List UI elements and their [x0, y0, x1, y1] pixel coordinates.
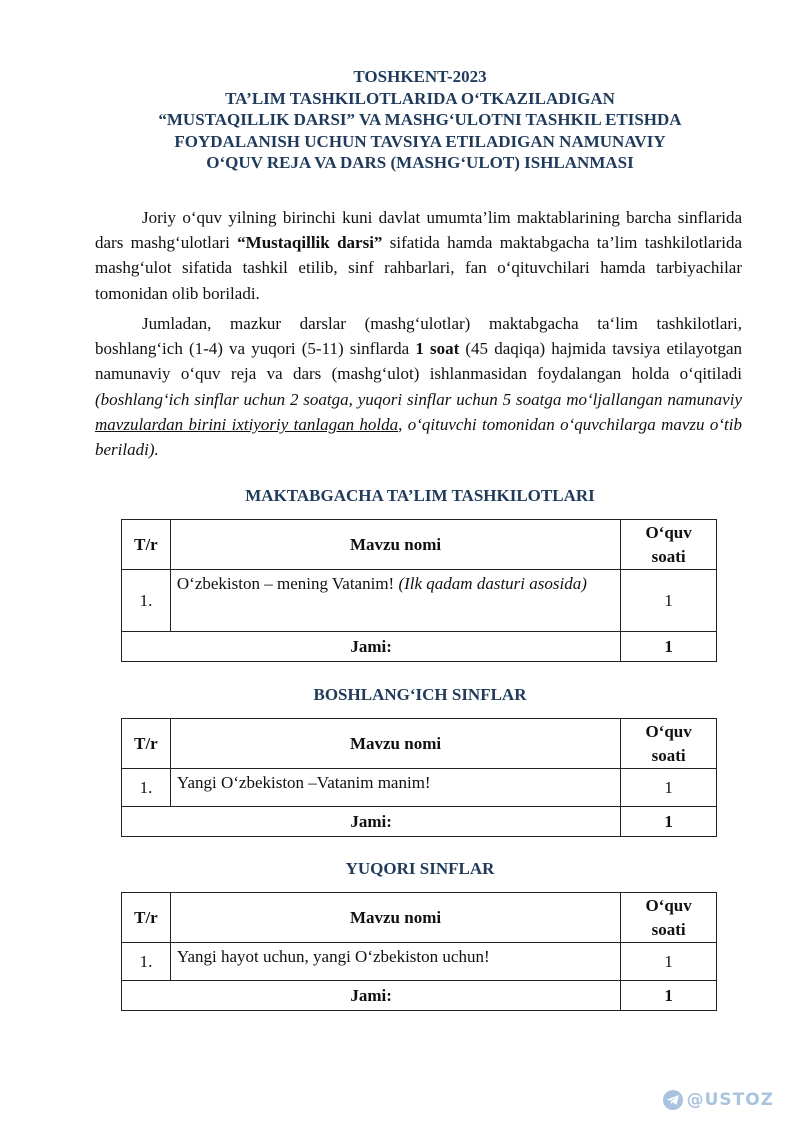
header-hours-line2: soati: [651, 546, 686, 566]
header-hours: [621, 893, 717, 943]
row-hours: 1: [621, 943, 717, 981]
row-topic: [170, 943, 620, 981]
header-topic: Mavzu nomi: [170, 893, 620, 943]
row-hours: 1: [621, 769, 717, 807]
total-label: Jami:: [122, 981, 621, 1011]
total-value: 1: [621, 632, 717, 662]
header-topic: Mavzu nomi: [170, 719, 620, 769]
details-italic-1: (boshlang‘ich sinflar uchun 2 soatga, yuqori sinflar uchun 5 soatga mo‘ljallangan namunaviy: [95, 389, 742, 409]
table-row: [122, 943, 717, 981]
document-title: [80, 66, 760, 174]
intro-paragraph: [95, 205, 742, 306]
title-line-1: TOSHKENT-2023: [353, 67, 487, 86]
row-num: 1.: [122, 570, 171, 632]
table-row: [122, 570, 717, 632]
section-title-preschool: MAKTABGACHA TA’LIM TASHKILOTLARI: [245, 486, 595, 505]
header-hours-line2: soati: [651, 745, 686, 765]
header-hours-line1: O‘quv: [645, 522, 692, 542]
details-bold-hours: 1 soat: [415, 339, 460, 359]
row-topic-text: O‘zbekiston – mening Vatanim!: [176, 574, 399, 593]
table-row: [122, 769, 717, 807]
row-topic-italic: (Ilk qadam dasturi asosida): [398, 574, 587, 593]
total-row: [122, 981, 717, 1011]
section-title-primary: BOSHLANG‘ICH SINFLAR: [313, 685, 527, 704]
upper-table: [121, 892, 717, 1011]
header-hours: [621, 719, 717, 769]
row-num: 1.: [122, 943, 171, 981]
row-topic-text: Yangi hayot uchun, yangi O‘zbekiston uchun!: [176, 947, 490, 966]
row-num: 1.: [122, 769, 171, 807]
title-line-2: TA’LIM TASHKILOTLARIDA O‘TKAZILADIGAN: [225, 88, 615, 108]
header-num: T/r: [122, 520, 171, 570]
details-underlined: mavzulardan birini ixtiyoriy tanlagan holda: [95, 414, 399, 434]
title-line-3: “MUSTAQILLIK DARSI” VA MASHG‘ULOTNI TASHKIL ETISHDA: [158, 110, 682, 130]
watermark-text: @USTOZ: [686, 1090, 774, 1110]
header-hours-line1: O‘quv: [645, 721, 692, 741]
title-line-5: O‘QUV REJA VA DARS (MASHG‘ULOT) ISHLANMASI: [206, 153, 634, 173]
watermark: [663, 1090, 774, 1110]
total-label: Jami:: [122, 632, 621, 662]
details-text-1: Jumladan, mazkur darslar (mashg‘ulotlar) maktabgacha ta‘lim tashkilotlari, boshlang‘ich (1-4) va yuqori (5-11) sinflarda: [95, 314, 742, 359]
row-hours: 1: [621, 570, 717, 632]
header-topic: Mavzu nomi: [170, 520, 620, 570]
header-hours-line2: soati: [651, 919, 686, 939]
row-topic: [170, 570, 620, 632]
intro-bold-mustaqillik: “Mustaqillik darsi”: [237, 233, 383, 253]
row-topic-text: Yangi O‘zbekiston –Vatanim manim!: [176, 773, 431, 792]
intro-text-2: sifatida hamda maktabgacha ta’lim tashkilotlarida mashg‘ulot sifatida tashkil etilib, sinf rahbarlari, fan o‘qituvchilari hamda tarbiyachilar tomonidan olib boriladi.: [95, 233, 742, 303]
total-row: [122, 807, 717, 837]
row-topic: [170, 769, 620, 807]
details-paragraph: [95, 311, 742, 462]
header-hours: [621, 520, 717, 570]
details-text-2: (45 daqiqa) hajmida tavsiya etilayotgan namunaviy o‘quv reja va dars (mashg‘ulot) ishlanmasidan foydalangan holda o‘qitiladi: [95, 339, 743, 384]
preschool-table: [121, 519, 717, 662]
details-italic-2: , o‘qituvchi tomonidan o‘quvchilarga mavzu o‘tib beriladi).: [95, 414, 742, 460]
header-hours-line1: O‘quv: [645, 895, 692, 915]
total-value: 1: [621, 807, 717, 837]
primary-table: [121, 718, 717, 837]
telegram-icon: [663, 1090, 683, 1110]
section-title-upper: YUQORI SINFLAR: [345, 859, 495, 878]
header-num: T/r: [122, 719, 171, 769]
title-line-4: FOYDALANISH UCHUN TAVSIYA ETILADIGAN NAMUNAVIY: [174, 131, 666, 151]
header-num: T/r: [122, 893, 171, 943]
total-label: Jami:: [122, 807, 621, 837]
total-row: [122, 632, 717, 662]
total-value: 1: [621, 981, 717, 1011]
intro-text-1: Joriy o‘quv yilning birinchi kuni davlat umumta’lim maktablarining barcha sinflarida dars mashg‘ulotlari: [95, 208, 742, 253]
